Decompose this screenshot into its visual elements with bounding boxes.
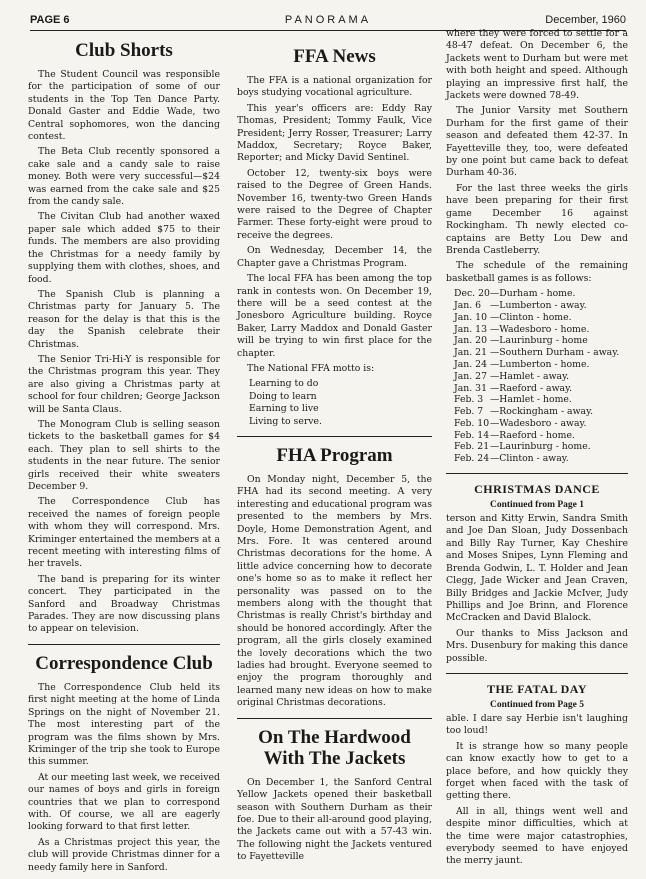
article-paragraph: where they were forced to settle for a 48-47 defeat. On December 6, the Jackets went to Durham but were met with both height and speed. Although playing an impressive first half, the Jackets were downed 78-49. [446, 28, 628, 102]
fha-program-article [237, 474, 432, 710]
schedule-row [454, 453, 628, 465]
schedule-game: —Hamlet - home. [490, 394, 572, 406]
schedule-date: Feb. 14 [454, 429, 490, 441]
article-paragraph: able. I dare say Herbie isn't laughing too loud! [446, 712, 628, 737]
schedule-row [454, 324, 628, 336]
schedule-date: Feb. 3 [454, 394, 484, 406]
article-paragraph: The schedule of the remaining basketball games is as follows: [446, 260, 628, 284]
article-paragraph: The band is preparing for its winter concert. They participated in the Sanford and Broadway Christmas Parades. They are now discussing plans to appear on television. [28, 573, 220, 635]
article-paragraph: October 12, twenty-six boys were raised to the Degree of Green Hands. November 16, twenty-two Green Hands were raised to the Degree of Chapter Farmer. These forty-eight were proud to receive the degrees. [237, 167, 432, 241]
schedule-row [454, 300, 628, 312]
section-divider [237, 436, 432, 437]
article-paragraph: The Junior Varsity met Southern Durham for the first game of their season and defeated them 42-37. In Fayetteville they, too, were defeated by one point but came back to defeat Durham 40-36. [446, 105, 628, 179]
club-shorts-article [28, 69, 220, 636]
article-paragraph: The Spanish Club is planning a Christmas party for January 5. The reason for the delay is that this is the day the Spanish celebrate their Christmas. [28, 288, 220, 350]
schedule-date: Jan. 27 [454, 370, 487, 382]
schedule-row [454, 359, 628, 371]
schedule-row [454, 371, 628, 383]
article-paragraph: On December 1, the Sanford Central Yellow Jackets opened their basketball season with Southern Durham as their foe. Due to their all-around good playing, the Jackets came out with a 57-43 win. The following night the Jackets ventured to Fayetteville [237, 776, 432, 863]
schedule-row [454, 418, 628, 430]
schedule-date: Jan. 24 [454, 358, 487, 370]
christmas-dance-article [446, 513, 628, 665]
article-paragraph: The Student Council was responsible for the participation of some of our students in the Top Ten Dance Party. Donald Gaster and Eddie Wade, two Central sophomores, won the dancing contest. [28, 69, 220, 143]
schedule-game: —Laurinburg - home. [490, 441, 591, 453]
schedule-game: —Clinton - home. [490, 311, 572, 323]
schedule-date: Jan. 10 [454, 311, 487, 323]
schedule-game: —Lumberton - away. [490, 299, 587, 311]
schedule-date: Jan. 21 [454, 347, 487, 359]
schedule-game: —Raeford - away. [490, 382, 573, 394]
hardwood-title: On The Hardwood With The Jackets [258, 726, 411, 769]
basketball-schedule [454, 288, 628, 465]
article-paragraph: At our meeting last week, we received our names of boys and girls in foreign countries that we plan to correspond with. Of course, we all are eagerly looking forward to that first letter. [28, 771, 220, 833]
schedule-date: Jan. 6 [454, 299, 482, 311]
article-paragraph: The FFA is a national organization for boys studying vocational agriculture. [237, 75, 432, 99]
article-paragraph: All in all, things went well and despite minor difficulties, which at the time were major catastrophies, everybody seemed to have enjoyed the merry jaunt. [446, 805, 628, 867]
issue-date: December, 1960 [545, 14, 626, 26]
schedule-game: —Durham - home. [490, 288, 576, 300]
correspondence-club-title: Correspondence Club [35, 652, 213, 674]
article-paragraph: As a Christmas project this year, the club will provide Christmas dinner for a needy family here in Sanford. [28, 836, 220, 873]
schedule-game: —Clinton - away. [490, 453, 569, 465]
page-number: PAGE 6 [30, 14, 70, 26]
ffa-news-article [237, 75, 432, 428]
schedule-row [454, 394, 628, 406]
article-paragraph: The local FFA has been among the top rank in contests won. On December 19, there will be a seed contest at the Jonesboro Agriculture building. Royce Baker, Larry Maddox and Donald Gaster will be trying to win first place for the chapter. [237, 273, 432, 359]
schedule-date: Feb. 24 [454, 453, 490, 465]
article-paragraph: The National FFA motto is: [247, 362, 375, 374]
column-1 [28, 40, 220, 877]
schedule-row [454, 335, 628, 347]
motto-line: Living to serve. [249, 415, 322, 427]
schedule-game: —Lumberton - home. [490, 358, 590, 370]
schedule-row [454, 406, 628, 418]
schedule-game: —Hamlet - away. [490, 370, 570, 382]
correspondence-club-article [28, 682, 220, 874]
ffa-news-title: FFA News [293, 46, 376, 67]
article-paragraph: It is strange how so many people can know exactly how to get to a place before, and how quickly they forget when faced with the task of getting there. [446, 740, 628, 802]
schedule-game: —Laurinburg - home [490, 335, 588, 347]
fatal-day-title: THE FATAL DAY [486, 681, 588, 696]
christmas-dance-title: CHRISTMAS DANCE [474, 482, 600, 497]
schedule-game: —Wadesboro - home. [490, 323, 590, 335]
schedule-game: —Southern Durham - away. [490, 347, 620, 359]
section-divider [446, 673, 628, 674]
fatal-day-article [446, 713, 628, 868]
schedule-row [454, 430, 628, 442]
schedule-row [454, 312, 628, 324]
article-paragraph: The Correspondence Club has received the names of foreign people with whom they will correspond. Mrs. Kriminger entertained the members at a recent meeting with interesting films of her travels. [28, 496, 220, 570]
schedule-date: Feb. 10 [454, 417, 490, 429]
article-paragraph: The Civitan Club had another waxed paper sale which added $75 to their funds. The members are also providing the Christmas for a needy family by supplying them with clothes, shoes, and food. [28, 211, 220, 285]
article-paragraph: The Senior Tri-Hi-Y is responsible for the Christmas program this year. They are also giving a Christmas party at school for four children; George Jackson will be Santa Claus. [28, 353, 220, 415]
motto-line: Doing to learn [249, 390, 317, 402]
schedule-date: Jan. 13 [454, 323, 487, 335]
article-paragraph: This year's officers are: Eddy Ray Thomas, President; Tommy Faulk, Vice President; Jerry Rosser, Treasurer; Larry Maddox, Secretary; Royce Baker, Reporter; and Micky David Sentinel. [237, 102, 432, 164]
schedule-row [454, 383, 628, 395]
schedule-date: Feb. 7 [454, 406, 484, 418]
schedule-date: Jan. 31 [454, 382, 487, 394]
schedule-game: —Raeford - home. [490, 429, 575, 441]
schedule-row [454, 441, 628, 453]
ffa-motto [249, 378, 432, 428]
section-divider [446, 473, 628, 474]
fha-program-title: FHA Program [276, 444, 393, 466]
section-divider [28, 644, 220, 645]
schedule-game: —Wadesboro - away. [490, 417, 587, 429]
article-paragraph: On Wednesday, December 14, the Chapter gave a Christmas Program. [237, 245, 432, 269]
schedule-row [454, 347, 628, 359]
schedule-date: Jan. 20 [454, 335, 487, 347]
article-paragraph: On Monday night, December 5, the FHA had its second meeting. A very interesting and educational program was presented to the members by Mrs. Doyle, Home Demonstration Agent, and Mrs. Fore. It was centered around Christmas decorations for the home. A little advice concerning how to decorate one's home so as to make it reflect her personality was passed on to the members along with the thought that Christmas is really Christ's birthday and should be honored accordingly. After the program, all the girls closely examined the lovely decorations which the two ladies had brought. Everyone seemed to enjoy the program thoroughly and learned many new ideas on how to make original Christmas decorations. [237, 473, 432, 709]
schedule-row [454, 288, 628, 300]
article-paragraph: terson and Kitty Erwin, Sandra Smith and Joe Dan Sloan, Judy Dossenbach and Billy Ray Turner, Kay Cheshire and Moses Snipes, Lynn Fleming and Brenda Godwin, L. T. Holder and Jean Clegg, Jade Wicker and Jean Craven, Billy Bridges and Jackie McIver, Judy Phillips and Joe Brinn, and Florence McCracken and David Blalock. [446, 513, 628, 624]
hardwood-article-continued [446, 28, 628, 465]
column-2 [237, 46, 432, 867]
article-paragraph: The Correspondence Club held its first night meeting at the home of Linda Springs on the night of November 21. The most interesting part of the program was the films shown by Mrs. Kriminger of the trip she took to Europe this summer. [28, 681, 220, 768]
column-3 [446, 28, 628, 871]
section-divider [237, 718, 432, 719]
motto-line: Learning to do [249, 378, 319, 390]
schedule-game: —Rockingham - away. [490, 406, 594, 418]
schedule-date: Feb. 21 [454, 441, 490, 453]
article-paragraph: Our thanks to Miss Jackson and Mrs. Dusenbury for making this dance possible. [446, 627, 628, 664]
motto-line: Earning to live [249, 403, 319, 415]
hardwood-article [237, 777, 432, 864]
article-paragraph: For the last three weeks the girls have been preparing for their first game December 16 against Rockingham. Th newly elected co-captains are Betty Lou Dew and Brenda Castleberry. [446, 182, 628, 256]
article-paragraph: The Beta Club recently sponsored a cake sale and a candy sale to raise money. Both were very successful—$24 was earned from the cake sale and $25 from the candy sale. [28, 146, 220, 208]
continued-note: Continued from Page 1 [489, 500, 585, 511]
article-paragraph: The Monogram Club is selling season tickets to the basketball games for $4 each. They plan to sell shirts to the students in the near future. The senior girls received their white sweaters December 9. [28, 418, 220, 492]
club-shorts-title: Club Shorts [75, 40, 173, 61]
schedule-date: Dec. 20 [454, 288, 490, 300]
newspaper-name: PANORAMA [284, 14, 372, 26]
continued-note: Continued from Page 5 [489, 699, 585, 710]
